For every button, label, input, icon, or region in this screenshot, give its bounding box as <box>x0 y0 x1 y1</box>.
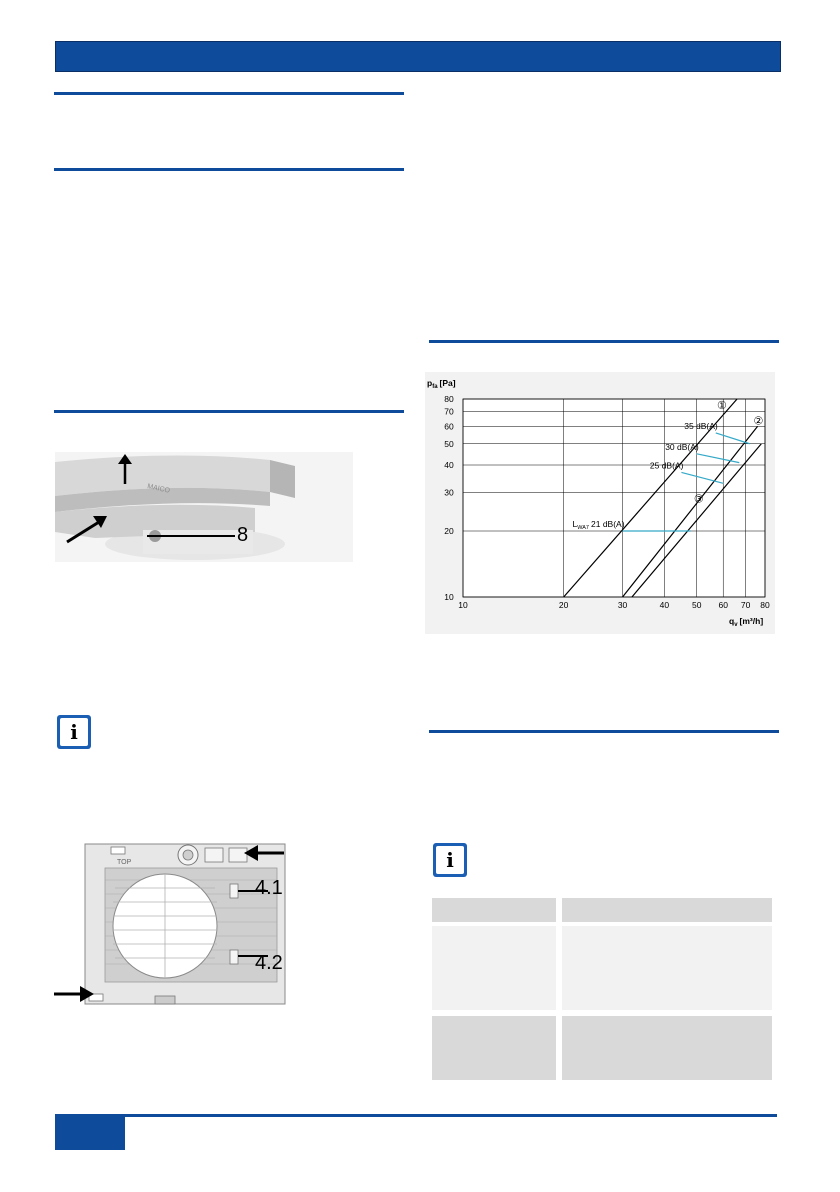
header-bar <box>55 41 781 72</box>
y-tick-label: 30 <box>444 487 454 498</box>
chart-plot-area <box>463 399 765 597</box>
iso-sound-label: 30 dB(A) <box>665 441 699 452</box>
info-table <box>432 898 772 1082</box>
series-label: ② <box>753 415 764 428</box>
y-tick-label: 40 <box>444 460 454 470</box>
x-tick-label: 40 <box>659 600 670 610</box>
y-tick-label: 20 <box>444 526 454 536</box>
x-tick-label: 80 <box>760 600 770 610</box>
pressure-flow-chart <box>425 372 775 634</box>
iso-sound-label: 35 dB(A) <box>684 420 718 431</box>
info-icon-right: i <box>433 843 467 877</box>
iso-sound-label: 25 dB(A) <box>649 460 684 471</box>
x-tick-label: 30 <box>617 600 628 610</box>
y-axis-label: $p_{fa}$ [Pa] <box>427 378 456 390</box>
fan-brand-label: MAICO <box>146 483 171 495</box>
section-rule-right-1 <box>429 340 779 343</box>
fan-cover-figure <box>55 452 355 564</box>
callout-42-label: 4.2 <box>255 952 283 974</box>
series-label: ③ <box>693 493 704 506</box>
arrow-left-icon <box>244 843 286 863</box>
y-tick-label: 10 <box>444 592 454 602</box>
x-tick-label: 70 <box>740 600 751 610</box>
arrow-diagonal-icon <box>65 514 109 544</box>
info-icon: i <box>57 715 91 749</box>
section-rule-right-2 <box>429 730 779 733</box>
y-tick-label: 50 <box>444 438 454 449</box>
x-tick-label: 60 <box>718 600 728 610</box>
y-tick-label: 60 <box>444 421 454 432</box>
table-header-col2 <box>562 898 772 922</box>
x-tick-label: 10 <box>458 600 468 610</box>
iso-sound-label: $L_{WA7}$ 21 dB(A) <box>572 519 625 531</box>
table-row1-col2 <box>562 926 772 1010</box>
section-rule-left-2 <box>54 168 404 171</box>
page-number-box <box>55 1117 125 1150</box>
frame-top-label: TOP <box>117 859 132 866</box>
callout-8-label: 8 <box>237 524 249 546</box>
section-rule-left-3 <box>54 410 404 413</box>
table-header-col1 <box>432 898 556 922</box>
table-row2-col1 <box>432 1016 556 1080</box>
y-tick-label: 80 <box>444 394 454 404</box>
table-row1-col1 <box>432 926 556 1010</box>
x-axis-label: $q_v$ [m³/h] <box>729 616 764 628</box>
series-label: ① <box>717 400 727 412</box>
arrow-right-icon <box>54 984 96 1004</box>
chart-container <box>425 372 775 634</box>
section-rule-left-1 <box>54 92 404 95</box>
x-tick-label: 20 <box>558 600 569 610</box>
footer-rule <box>55 1114 777 1117</box>
callout-8-leader <box>147 535 235 537</box>
y-tick-label: 70 <box>444 406 454 417</box>
fan-cover-photo <box>55 452 355 564</box>
table-row2-col2 <box>562 1016 772 1080</box>
arrow-up-icon <box>115 454 135 486</box>
callout-41-label: 4.1 <box>255 877 283 899</box>
x-tick-label: 50 <box>692 600 702 610</box>
